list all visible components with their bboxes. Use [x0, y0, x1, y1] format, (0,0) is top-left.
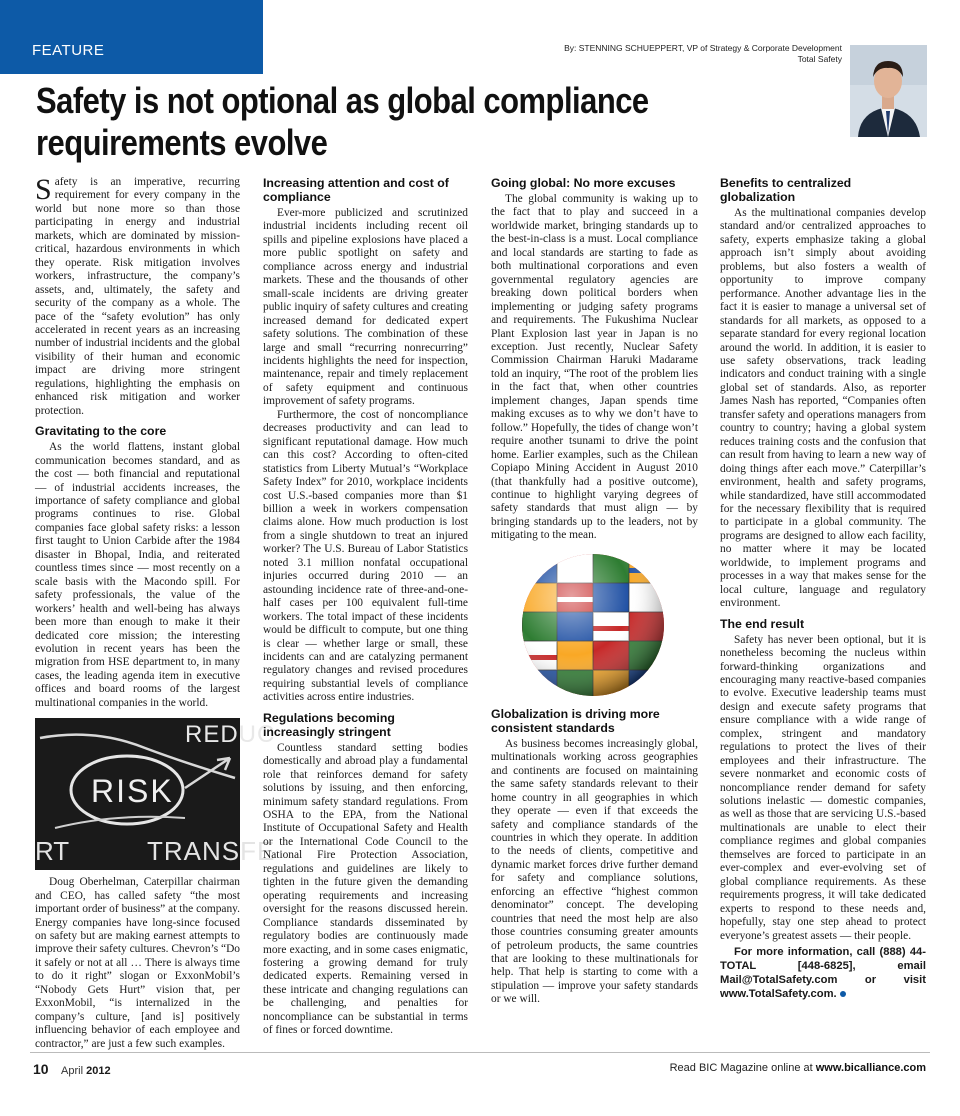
end-bullet-icon — [840, 991, 846, 997]
section-tag — [0, 0, 263, 74]
flag-globe-image — [491, 551, 698, 701]
footer-promo — [670, 1062, 926, 1074]
byline-author: By: STENNING SCHUEPPERT, VP of Strategy & Corporate Development — [564, 43, 842, 53]
footer-url-link[interactable]: www.bicalliance.com — [815, 1062, 926, 1074]
body-paragraph: As the world flattens, instant global communication becomes standard, and as the cost — both financial and reputational — of industrial accidents increases, the importance of safety compliance and global programs continues to rise. Global companies face global safety risks: a lesson first taught to Union Carbide after the 1984 disaster in Bhopal, India, and reiterated countless times since — most recently on a scale basis with the Macondo spill. For safety professionals, the value of the workers’ health and well-being has always been more than enough to make it their dedicated core mission; the interesting evolution in recent years has been the migration from HSE department to, in many cases, the leading agenda item in executive offices and board rooms of the largest multinational companies in the world. — [35, 441, 240, 709]
body-paragraph: Safety has never been optional, but it is nonetheless becoming the nucleus within forward-thinking organizations and encouraging many reactive-based companies to evolve. Executive leadership teams must design and execute safety programs that ensure compliance with a wide range of complex, stringent and mandatory regulations to protect the lives of their employees and their infrastructure. The severe nonmarket and economic costs of noncompliance render demand for safety solutions inelastic — domestic companies, as well as those that are servicing U.S.-based multinationals are unable to elect their compliance regimes and global companies themselves are forced to participate in an ever-complex and ever-evolving set of global compliance requirements. As these requirements progress, it will take dedicated experts to respond to these needs and, hopefully, stay one step ahead to protect everyone’s greatest assets — their people. — [720, 633, 926, 942]
intro-text: afety is an imperative, recurring requirement for every company in the world but none more so than those participating in energy and industrial markets, which are dominated by mission-critical, hazardous environments in which they operate. Risk mitigation involves workers, infrastructure, the company’s assets, and, ultimately, the safety and security of the company as a whole. The pace of the “safety evolution” has only accelerated in recent years as an increasing number of industrial incidents and the global visibility of their human and economic impact are driving more stringent regulations, highlighting the emphasis on enhanced risk mitigation and worker protection. — [35, 176, 240, 417]
footer-promo-text: Read BIC Magazine online at — [669, 1062, 813, 1074]
article-title — [36, 80, 690, 164]
author-headshot — [850, 45, 927, 137]
column-3 — [491, 176, 698, 1007]
byline — [564, 43, 842, 65]
contact-text: For more information, call (888) 44-TOTAL [448-6825], email Mail@TotalSafety.com or visit www.TotalSafety.com. — [720, 946, 926, 1001]
body-paragraph: As the multinational companies develop standard and/or centralized approaches to safety, experts emphasize taking a global approach isn’t simply about avoiding problems, but also fosters a wealth of opportunity to improve company performance. Another advantage lies in the fact it is easier to manage a universal set of standards for all markets, as opposed to a separate standard for every regional location around the world. In addition, it is easier to use safety observations, track leading indicators and conduct training with a single global set of standards. Also, as reporter James Nash has reported, “Companies often transfer safety and operations managers from country to country; having a global system reduces training costs and the confusion that can result from having to learn a new way of doing things after each move.” Caterpillar’s environment, health and safety programs, while standardized, have still accommodated for the necessary flexibility that is required to participate in a global community. The programs are designed to allow each facility, no matter where it may be located worldwide, to implement programs and processes in a way that makes sense for the local culture, language and regulatory environment. — [720, 207, 926, 610]
section-heading-globalization: Globalization is driving more consistent standards — [491, 706, 660, 735]
footer-divider — [30, 1052, 930, 1053]
body-paragraph: As business becomes increasingly global, multinationals working across geographies and continents are focused on maintaining the same safety standards relevant to their home country in all geographies in which they operate — even if that exceeds the safety and compliance standards of the countries in which they operate. In addition to the needs of clients, competitive and dynamic market forces drive further demand for safety and compliance solutions, enforcing an effective “highest common denominator” concept. The developing countries that need the most help are also those countries consuming greater amounts of petroleum products, the same countries that are looking to these multinationals for help. That help is starting to come with a stipulation — improve your safety standards or we will. — [491, 737, 698, 1006]
column-2 — [263, 176, 468, 1038]
body-paragraph: Furthermore, the cost of noncompliance decreases productivity and can lead to significant reputational damage. How much can this cost? According to often-cited statistics from Liberty Mutual’s “Workplace Safety Index” for 2010, workplace incidents cost U.S.-based companies more than $1 billion a week in workers compensation claims alone. How much production is lost from a single shutdown to treat an injured worker? The U.S. Bureau of Labor Statistics noted 3.1 million nonfatal occupational injuries occurred during 2010 — an astounding incidence rate of three-and-one-half cases per 100 equivalent full-time workers. The total impact of these incidents would be difficult to compute, but one thing is clear — whether large or small, these incidents can and are catalyzing permanent regulatory changes and revised procedures requiring substantial levels of compliance activities across entire industries. — [263, 408, 468, 704]
risk-image-text-rt: RT — [35, 836, 70, 867]
body-paragraph: Ever-more publicized and scrutinized industrial incidents including recent oil spills and pipeline explosions have placed a more public spotlight on safety and compliance across energy and industrial markets. These and the thousands of other small-scale incidents are driving greater public inquiry of safety cultures and creating increased demand for dedicated expert safety solutions. The combination of these large and small “recurring nonrecurring” incidents highlights the need for inspection, maintenance, repair and timely replacement of safety equipment and continuous improvement of safety programs. — [263, 207, 468, 408]
body-paragraph: The global community is waking up to the fact that to play and succeed in a worldwide market, bringing standards up to the best-in-class is a must. Local compliance and local standards are starting to fade as both multinational corporations and even governmental regulatory agencies are breaking down political borders when implementing or judging safety programs and requirements. The Fukushima Nuclear Plant Explosion last year in Japan is no exception. Just recently, Nuclear Safety Commission Chairman Haruki Madarame told an inquiry, “The root of the problem lies in the fact that, when other countries implement changes, Japan spends time making excuses as to why we don’t have to follow.” Hopefully, the tides of change won’t require another tsunami to drive the point home. Earlier examples, such as the Chilean Copiapo Mining Accident in August 2010 (that thankfully had a positive outcome), continue to highlight varying degrees of safety standards that must align — by bringing standards up to the leaders, not by mitigating to the mean. — [491, 193, 698, 542]
section-heading-regulations: Regulations becoming increasingly stringent — [263, 710, 395, 739]
body-paragraph: Countless standard setting bodies domestically and abroad play a fundamental role that reinforces demand for safety solutions by issuing, and then enforcing, minimum safety standard regulations. From OSHA to the EPA, from the National Institute of Occupational Safety and Health or the International Code Council to the National Fire Protection Association, regulations and guidelines are likely to tighten in the future given the demanding operating requirements and increasing oversight for the reasons discussed herein. Compliance standards disseminated by regulatory bodies are continuously made more exacting, and in some cases enigmatic, fostering a growing demand for truly dedicated experts. Remaining versed in these intricate and changing regulations can be challenging, and penalties for noncompliance can be substantial in terms of fines or forced downtime. — [263, 741, 468, 1037]
body-paragraph: Doug Oberhelman, Caterpillar chairman and CEO, has called safety “the most important order of business” at the company. Energy companies have long-since focused on safety but are making earnest attempts to improve their safety cultures. Chevron’s “Do it safely or not at all … There is always time to do it right” slogan or ExxonMobil’s “Nobody Gets Hurt” vision that, per ExxonMobil, “is internalized in the company’s culture, [and is] positively influencing behavior of each employee and contractor,” are just a few such examples. — [35, 876, 240, 1050]
contact-info — [720, 945, 926, 1001]
byline-company: Total Safety — [797, 54, 842, 64]
drop-cap: S — [35, 173, 52, 206]
risk-image-text-risk: RISK — [91, 773, 174, 810]
risk-image-text-reduce: REDUC — [185, 721, 276, 749]
section-heading-end-result: The end result — [720, 616, 805, 631]
footer-page-info — [33, 1061, 111, 1077]
risk-image-text-transfer: TRANSFE — [147, 836, 276, 867]
section-heading-going-global: Going global: No more excuses — [491, 176, 676, 190]
column-4 — [720, 176, 926, 1001]
article-title-line2: requirements evolve — [36, 122, 328, 163]
intro-paragraph — [35, 173, 240, 418]
section-tag-label: FEATURE — [32, 42, 105, 59]
issue-year: 2012 — [86, 1065, 111, 1077]
section-heading-benefits: Benefits to centralized globalization — [720, 176, 852, 204]
issue-month: April — [61, 1065, 84, 1077]
section-heading-gravitating: Gravitating to the core — [35, 424, 167, 439]
page-number: 10 — [33, 1061, 49, 1077]
section-heading-attention: Increasing attention and cost of compliance — [263, 176, 449, 204]
column-1 — [35, 173, 276, 1051]
article-title-line1: Safety is not optional as global compliance — [36, 80, 649, 121]
risk-chalkboard-image — [35, 718, 276, 870]
